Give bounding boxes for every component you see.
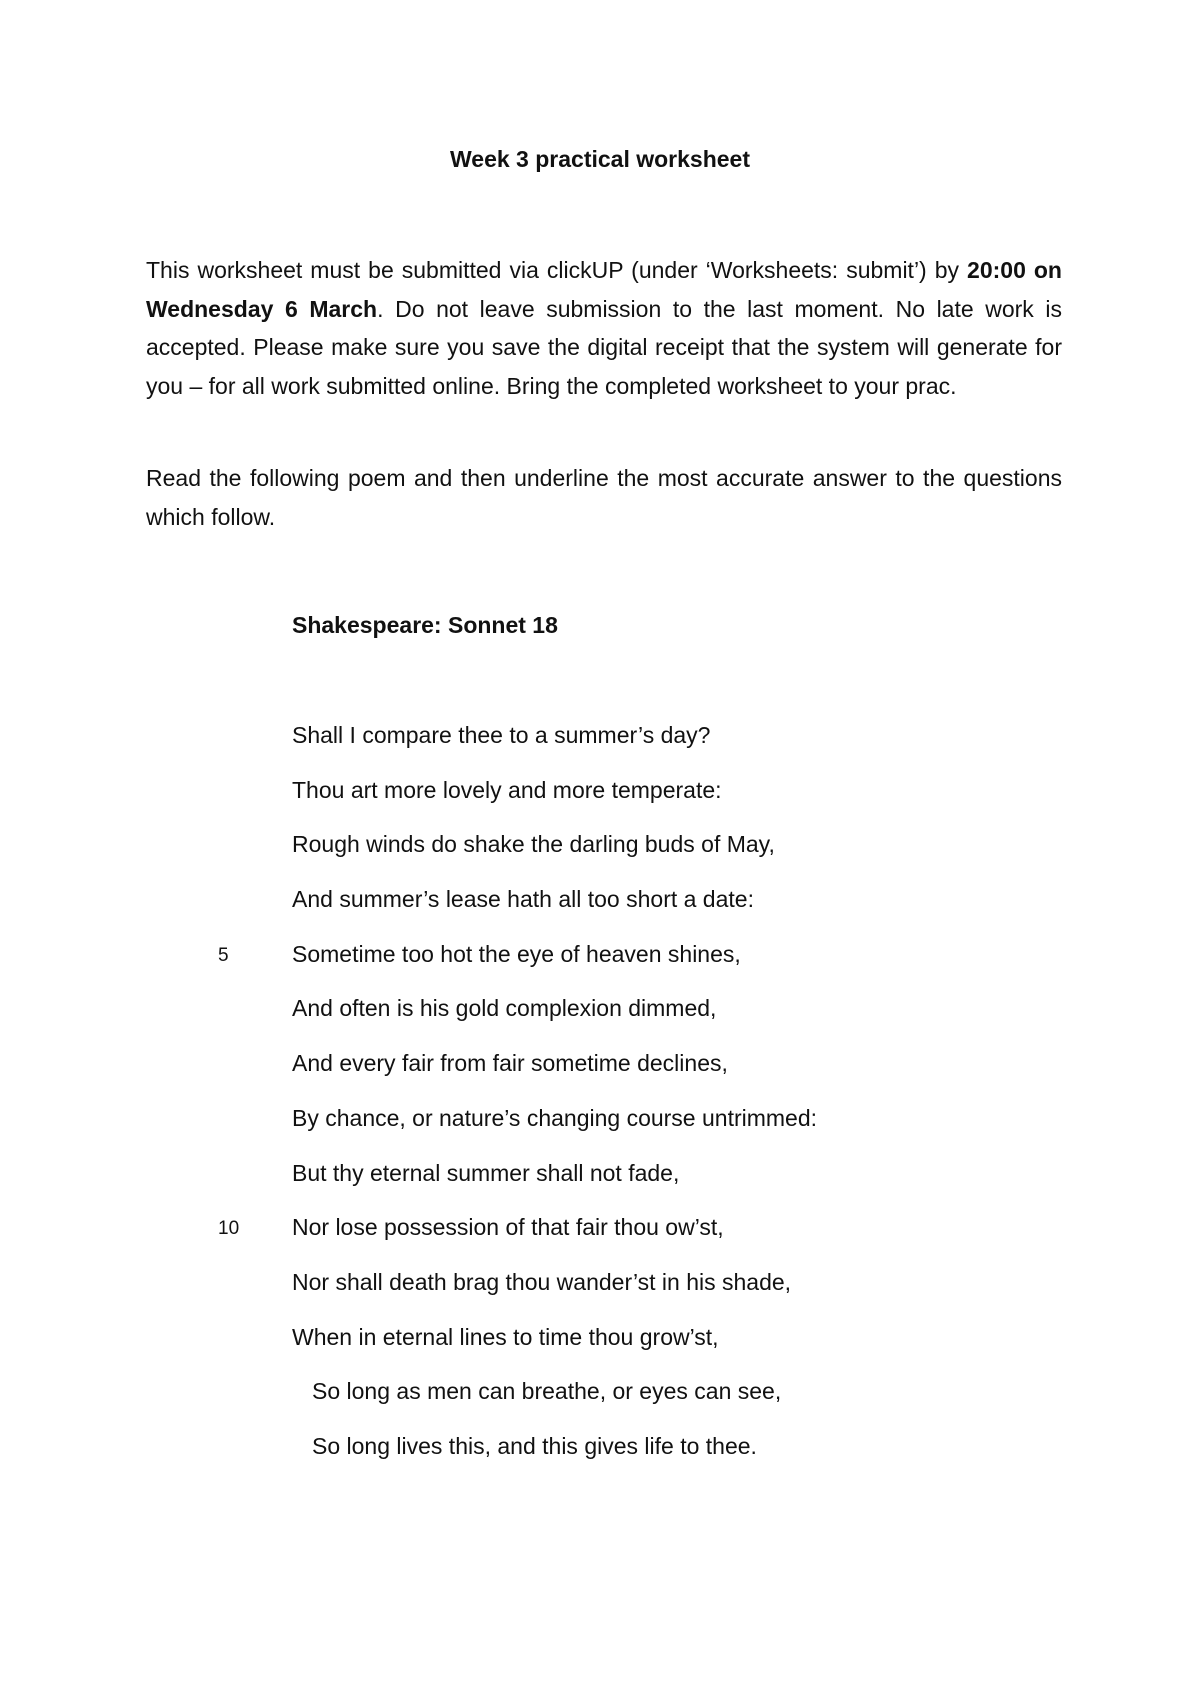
- instructions-text-end: . Do not leave submission to the last moment. No late work is accepted. Please make sure you save the digital receipt that the system will generate for you – for all work submitted online. Bring the completed worksheet to your prac.: [146, 295, 1062, 399]
- line-number: 5: [218, 944, 229, 966]
- deadline-text: 20:00 on Wednesday 6 March: [146, 257, 1062, 322]
- line-text: Nor lose possession of that fair thou ow’st,: [292, 1214, 724, 1241]
- poem-lines: [0, 720, 1200, 1486]
- page-title: Week 3 practical worksheet: [450, 146, 750, 172]
- poem-line: [0, 1322, 1200, 1377]
- poem-line: [0, 1431, 1200, 1486]
- reading-instructions: Read the following poem and then underline the most accurate answer to the questions which follow.: [146, 465, 1062, 530]
- poem-line: [0, 1103, 1200, 1158]
- poem-line: [0, 1376, 1200, 1431]
- line-text: So long lives this, and this gives life to thee.: [312, 1432, 757, 1459]
- poem-line: [0, 1158, 1200, 1213]
- poem-line: [0, 1267, 1200, 1322]
- line-text: And every fair from fair sometime declines,: [292, 1050, 728, 1077]
- line-number: 10: [218, 1218, 240, 1240]
- poem-line: [0, 939, 1200, 994]
- poem-line: [0, 775, 1200, 830]
- instructions-paragraph: [146, 251, 1062, 405]
- poem-line: [0, 884, 1200, 939]
- line-text: Sometime too hot the eye of heaven shines,: [292, 940, 741, 967]
- line-text: By chance, or nature’s changing course untrimmed:: [292, 1104, 818, 1131]
- poem-title: Shakespeare: Sonnet 18: [292, 612, 558, 638]
- line-text: Nor shall death brag thou wander’st in his shade,: [292, 1268, 792, 1295]
- poem-line: [0, 1048, 1200, 1103]
- poem-line: [0, 720, 1200, 775]
- line-text: Shall I compare thee to a summer’s day?: [292, 722, 711, 748]
- line-text: When in eternal lines to time thou grow’st,: [292, 1323, 719, 1350]
- line-text: And summer’s lease hath all too short a date:: [292, 886, 754, 913]
- line-text: Thou art more lovely and more temperate:: [292, 776, 722, 803]
- line-text: But thy eternal summer shall not fade,: [292, 1159, 680, 1186]
- line-text: And often is his gold complexion dimmed,: [292, 995, 717, 1022]
- line-text: So long as men can breathe, or eyes can see,: [312, 1378, 782, 1405]
- line-text: Rough winds do shake the darling buds of May,: [292, 831, 775, 858]
- poem-line: [0, 993, 1200, 1048]
- poem-line: [0, 829, 1200, 884]
- instructions-text-start: This worksheet must be submitted via clickUP (under ‘Worksheets: submit’) by: [146, 257, 968, 283]
- poem-line: [0, 1212, 1200, 1267]
